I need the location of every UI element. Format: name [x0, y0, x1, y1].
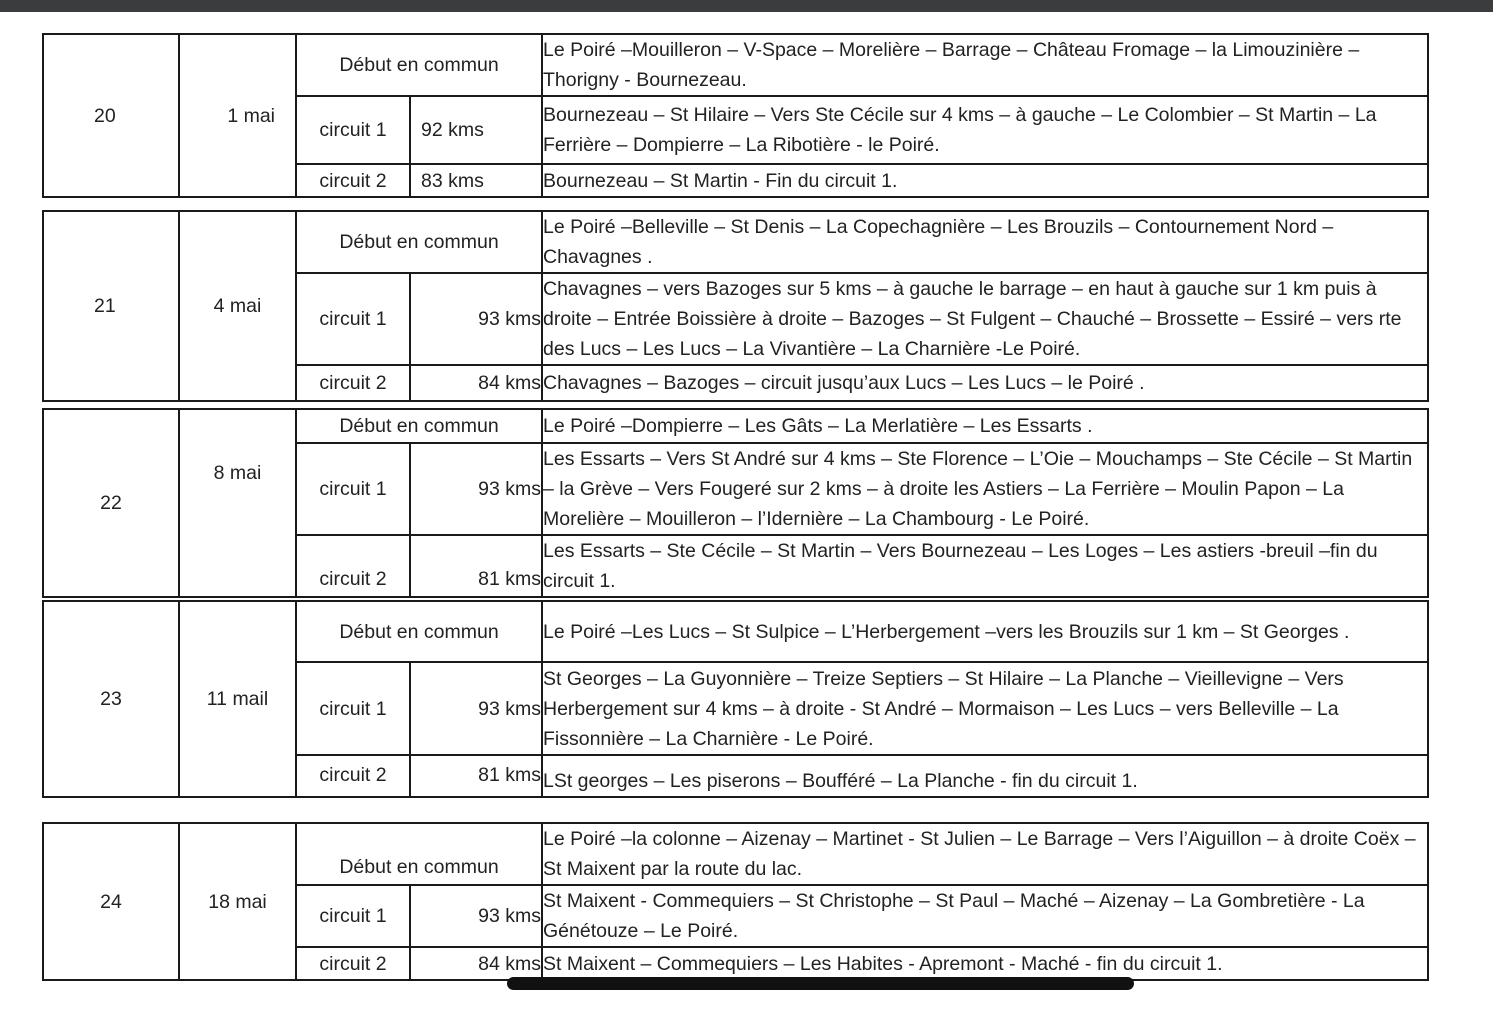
- circuit-1-route: Chavagnes – vers Bazoges sur 5 kms – à gauche le barrage – en haut à gauche sur 1 km puis à droite – Entrée Boissière à droite – Bazoges – St Fulgent – Chauché – Brossette – Essiré – vers rte des Lucs – Les Lucs – La Vivantière – La Charnière -Le Poiré.: [542, 273, 1428, 365]
- ride-number: 23: [43, 601, 179, 797]
- common-start-label: Début en commun: [296, 601, 542, 662]
- circuit-1-distance: 93 kms: [410, 273, 542, 365]
- circuit-1-distance: 93 kms: [410, 443, 542, 535]
- circuit-1-distance: 93 kms: [410, 885, 542, 947]
- circuit-2-distance: 81 kms: [410, 755, 542, 797]
- circuit-1-label: circuit 1: [296, 273, 410, 365]
- common-route: Le Poiré –Les Lucs – St Sulpice – L’Herbergement –vers les Brouzils sur 1 km – St Georges .: [542, 601, 1428, 662]
- circuit-1-label: circuit 1: [296, 662, 410, 755]
- circuit-2-label: circuit 2: [296, 755, 410, 797]
- circuit-2-route: LSt georges – Les piserons – Boufféré – La Planche - fin du circuit 1.: [542, 755, 1428, 797]
- circuit-1-distance: 92 kms: [410, 96, 542, 164]
- circuit-1-distance: 93 kms: [410, 662, 542, 755]
- ride-date: 18 mai: [179, 823, 296, 980]
- circuit-2-route: Chavagnes – Bazoges – circuit jusqu’aux Lucs – Les Lucs – le Poiré .: [542, 365, 1428, 401]
- ride-number: 22: [43, 409, 179, 597]
- ride-number: 24: [43, 823, 179, 980]
- ride-number: 21: [43, 211, 179, 401]
- circuit-2-distance: 84 kms: [410, 365, 542, 401]
- circuit-2-distance: 81 kms: [410, 535, 542, 597]
- circuit-1-route: St Georges – La Guyonnière – Treize Septiers – St Hilaire – La Planche – Vieillevigne – Vers Herbergement sur 4 kms – à droite - St André – Mormaison – Les Lucs – vers Belleville – La Fissonnière – La Charnière - Le Poiré.: [542, 662, 1428, 755]
- schedule-block-24: [42, 822, 1429, 981]
- ride-date: 11 mail: [179, 601, 296, 797]
- ride-date: 4 mai: [179, 211, 296, 401]
- circuit-1-label: circuit 1: [296, 443, 410, 535]
- schedule-block-22: [42, 408, 1429, 598]
- home-indicator[interactable]: [507, 977, 1134, 990]
- common-start-label: Début en commun: [296, 34, 542, 96]
- common-route: Le Poiré –la colonne – Aizenay – Martinet - St Julien – Le Barrage – Vers l’Aiguillon – à droite Coëx – St Maixent par la route du lac.: [542, 823, 1428, 885]
- ride-number: 20: [43, 34, 179, 197]
- schedule-block-20: [42, 33, 1429, 198]
- circuit-2-label: circuit 2: [296, 947, 410, 980]
- circuit-2-label: circuit 2: [296, 365, 410, 401]
- circuit-2-distance: 84 kms: [410, 947, 542, 980]
- schedule-block-21: [42, 210, 1429, 402]
- common-route: Le Poiré –Dompierre – Les Gâts – La Merlatière – Les Essarts .: [542, 409, 1428, 443]
- common-route: Le Poiré –Mouilleron – V-Space – Morelière – Barrage – Château Fromage – la Limouzinière – Thorigny - Bournezeau.: [542, 34, 1428, 96]
- circuit-2-distance: 83 kms: [410, 164, 542, 197]
- circuit-1-label: circuit 1: [296, 885, 410, 947]
- circuit-2-label: circuit 2: [296, 535, 410, 597]
- circuit-2-route: Les Essarts – Ste Cécile – St Martin – Vers Bournezeau – Les Loges – Les astiers -breuil –fin du circuit 1.: [542, 535, 1428, 597]
- circuit-2-route: St Maixent – Commequiers – Les Habites - Apremont - Maché - fin du circuit 1.: [542, 947, 1428, 980]
- schedule-block-23: [42, 600, 1429, 798]
- circuit-1-label: circuit 1: [296, 96, 410, 164]
- common-route: Le Poiré –Belleville – St Denis – La Copechagnière – Les Brouzils – Contournement Nord – Chavagnes .: [542, 211, 1428, 273]
- circuit-1-route: St Maixent - Commequiers – St Christophe – St Paul – Maché – Aizenay – La Gombretière - La Génétouze – Le Poiré.: [542, 885, 1428, 947]
- circuit-1-route: Les Essarts – Vers St André sur 4 kms – Ste Florence – L’Oie – Mouchamps – Ste Cécile – St Martin – la Grève – Vers Fougeré sur 2 kms – à droite les Astiers – La Ferrière – Moulin Papon – La Morelière – Mouilleron – l’Idernière – La Chambourg - Le Poiré.: [542, 443, 1428, 535]
- top-status-bar: [0, 0, 1493, 12]
- circuit-2-route: Bournezeau – St Martin - Fin du circuit 1.: [542, 164, 1428, 197]
- common-start-label: Début en commun: [296, 823, 542, 885]
- circuit-2-label: circuit 2: [296, 164, 410, 197]
- common-start-label: Début en commun: [296, 211, 542, 273]
- common-start-label: Début en commun: [296, 409, 542, 443]
- ride-date: 1 mai: [179, 34, 296, 197]
- circuit-1-route: Bournezeau – St Hilaire – Vers Ste Cécile sur 4 kms – à gauche – Le Colombier – St Martin – La Ferrière – Dompierre – La Ribotière - le Poiré.: [542, 96, 1428, 164]
- ride-date: 8 mai: [179, 409, 296, 597]
